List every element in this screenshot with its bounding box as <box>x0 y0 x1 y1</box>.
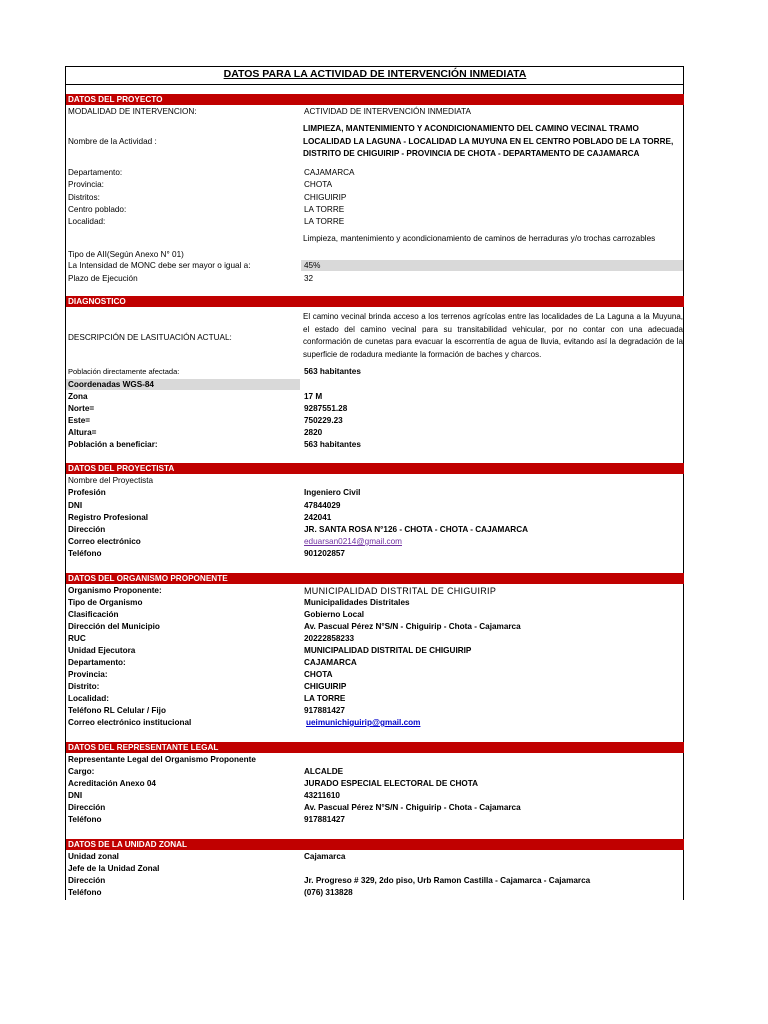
section-header-proyecto: DATOS DEL PROYECTO <box>66 94 684 105</box>
departamento-org-value: CAJAMARCA <box>304 658 357 667</box>
dni-rep-label: DNI <box>68 791 83 800</box>
direccion-municipio-value: Av. Pascual Pérez N°S/N - Chiguirip - Chota - Cajamarca <box>304 622 521 631</box>
organismo-value: MUNICIPALIDAD DISTRITAL DE CHIGUIRIP <box>304 586 497 596</box>
modalidad-value: ACTIVIDAD DE INTERVENCIÓN INMEDIATA <box>304 107 471 116</box>
zona-value: 17 M <box>304 392 323 401</box>
plazo-label: Plazo de Ejecución <box>68 274 138 283</box>
profesion-value: Ingeniero Civil <box>304 488 361 497</box>
descripcion-value: El camino vecinal brinda acceso a los terrenos agrícolas entre las localidades de La Laguna a la Muyuna, el estado del camino vecinal para su transitabilidad vehicular, por no contar con una adecuada conformación de cunetas para evacuar la escorrentía de agua de lluvia, evitando así la degradación de la superficie de rodadura mediante la formación de baches y charcos. <box>303 312 683 359</box>
jefe-label: Jefe de la Unidad Zonal <box>68 864 160 873</box>
unidad-zonal-label: Unidad zonal <box>68 852 119 861</box>
direccion-value: JR. SANTA ROSA N°126 - CHOTA - CHOTA - CAJAMARCA <box>304 525 529 534</box>
direccion-rep-value: Av. Pascual Pérez N°S/N - Chiguirip - Chota - Cajamarca <box>304 803 521 812</box>
dni-label: DNI <box>68 501 83 510</box>
unidad-ejecutora-value: MUNICIPALIDAD DISTRITAL DE CHIGUIRIP <box>304 646 472 655</box>
representante-label: Representante Legal del Organismo Proponente <box>68 755 256 764</box>
nombre-value: LIMPIEZA, MANTENIMIENTO Y ACONDICIONAMIENTO DEL CAMINO VECINAL TRAMO LOCALIDAD LA LAGUNA - LOCALIDAD LA MUYUNA EN EL CENTRO POBLADO DE LA TORRE, DISTRITO DE CHIGUIRIP - PROVINCIA DE CHOTA - DEPARTAMENTO DE CAJAMARCA <box>303 124 674 158</box>
nombre-label: Nombre de la Actividad : <box>68 137 157 146</box>
dni-value: 47844029 <box>304 501 341 510</box>
clasificacion-label: Clasificación <box>68 610 119 619</box>
coordenadas-label: Coordenadas WGS-84 <box>68 380 154 389</box>
profesion-label: Profesión <box>68 488 106 497</box>
cargo-value: ALCALDE <box>304 767 344 776</box>
provincia-org-value: CHOTA <box>304 670 333 679</box>
telefono-org-label: Teléfono RL Celular / Fijo <box>68 706 166 715</box>
localidad-org-label: Localidad: <box>68 694 109 703</box>
correo-org-link[interactable]: ueimunichiguirip@gmail.com <box>306 718 421 727</box>
title-divider <box>66 84 684 85</box>
este-value: 750229.23 <box>304 416 343 425</box>
provincia-label: Provincia: <box>68 180 104 189</box>
intensidad-value: 45% <box>304 261 321 270</box>
unidad-zonal-value: Cajamarca <box>304 852 346 861</box>
section-header-unidad-zonal: DATOS DE LA UNIDAD ZONAL <box>66 839 684 850</box>
descripcion-label: DESCRIPCIÓN DE LASITUACIÓN ACTUAL: <box>68 333 232 342</box>
cargo-label: Cargo: <box>68 767 95 776</box>
distritos-value: CHIGUIRIP <box>304 193 347 202</box>
registro-label: Registro Profesional <box>68 513 149 522</box>
altura-label: Altura= <box>68 428 97 437</box>
organismo-label: Organismo Proponente: <box>68 586 162 595</box>
dni-rep-value: 43211610 <box>304 791 340 800</box>
altura-value: 2820 <box>304 428 323 437</box>
provincia-value: CHOTA <box>304 180 333 189</box>
page-title: DATOS PARA LA ACTIVIDAD DE INTERVENCIÓN INMEDIATA <box>223 68 527 80</box>
beneficiar-value: 563 habitantes <box>304 440 361 449</box>
telefono-org-value: 917881427 <box>304 706 345 715</box>
departamento-value: CAJAMARCA <box>304 168 355 177</box>
norte-label: Norte= <box>68 404 95 413</box>
localidad-label: Localidad: <box>68 217 106 226</box>
zona-label: Zona <box>68 392 88 401</box>
tipo-label: Tipo de AII(Según Anexo N° 01) <box>68 250 184 259</box>
intensidad-label: La Intensidad de MONC debe ser mayor o igual a: <box>68 261 251 270</box>
centro-label: Centro poblado: <box>68 205 127 214</box>
correo-label: Correo electrónico <box>68 537 141 546</box>
telefono-rep-label: Teléfono <box>68 815 102 824</box>
tipo-value: Limpieza, mantenimiento y acondicionamiento de caminos de herraduras y/o trochas carrozables <box>303 234 656 243</box>
distritos-label: Distritos: <box>68 193 100 202</box>
telefono-uz-value: (076) 313828 <box>304 888 353 897</box>
section-header-representante: DATOS DEL REPRESENTANTE LEGAL <box>66 742 684 753</box>
norte-value: 9287551.28 <box>304 404 348 413</box>
unidad-ejecutora-label: Unidad Ejecutora <box>68 646 136 655</box>
modalidad-label: MODALIDAD DE INTERVENCION: <box>68 107 197 116</box>
direccion-municipio-label: Dirección del Municipio <box>68 622 160 631</box>
telefono-uz-label: Teléfono <box>68 888 102 897</box>
direccion-uz-value: Jr. Progreso # 329, 2do piso, Urb Ramon Castilla - Cajamarca - Cajamarca <box>304 876 591 885</box>
plazo-value: 32 <box>304 274 314 283</box>
document-sheet <box>65 66 684 900</box>
section-header-diagnostico: DIAGNOSTICO <box>66 296 684 307</box>
correo-org-label: Correo electrónico institucional <box>68 718 192 727</box>
telefono-rep-value: 917881427 <box>304 815 345 824</box>
localidad-value: LA TORRE <box>304 217 345 226</box>
beneficiar-label: Población a beneficiar: <box>68 440 158 449</box>
ruc-label: RUC <box>68 634 86 643</box>
provincia-org-label: Provincia: <box>68 670 108 679</box>
departamento-org-label: Departamento: <box>68 658 126 667</box>
direccion-rep-label: Dirección <box>68 803 106 812</box>
intensidad-highlight <box>301 260 683 271</box>
localidad-org-value: LA TORRE <box>304 694 346 703</box>
clasificacion-value: Gobierno Local <box>304 610 365 619</box>
ruc-value: 20222858233 <box>304 634 355 643</box>
direccion-uz-label: Dirección <box>68 876 106 885</box>
poblacion-value: 563 habitantes <box>304 367 361 376</box>
correo-link[interactable]: eduarsan0214@gmail.com <box>304 537 402 546</box>
telefono-label: Teléfono <box>68 549 102 558</box>
departamento-label: Departamento: <box>68 168 123 177</box>
tipo-organismo-label: Tipo de Organismo <box>68 598 143 607</box>
distrito-org-label: Distrito: <box>68 682 100 691</box>
acreditacion-label: Acreditación Anexo 04 <box>68 779 156 788</box>
tipo-organismo-value: Municipalidades Distritales <box>304 598 410 607</box>
distrito-org-value: CHIGUIRIP <box>304 682 347 691</box>
telefono-value: 901202857 <box>304 549 345 558</box>
section-header-organismo: DATOS DEL ORGANISMO PROPONENTE <box>66 573 684 584</box>
direccion-label: Dirección <box>68 525 106 534</box>
este-label: Este= <box>68 416 91 425</box>
section-header-proyectista: DATOS DEL PROYECTISTA <box>66 463 684 474</box>
centro-value: LA TORRE <box>304 205 345 214</box>
poblacion-label: Población directamente afectada: <box>68 367 180 376</box>
registro-value: 242041 <box>304 513 332 522</box>
nombre-proyectista-label: Nombre del Proyectista <box>68 476 154 485</box>
acreditacion-value: JURADO ESPECIAL ELECTORAL DE CHOTA <box>304 779 479 788</box>
